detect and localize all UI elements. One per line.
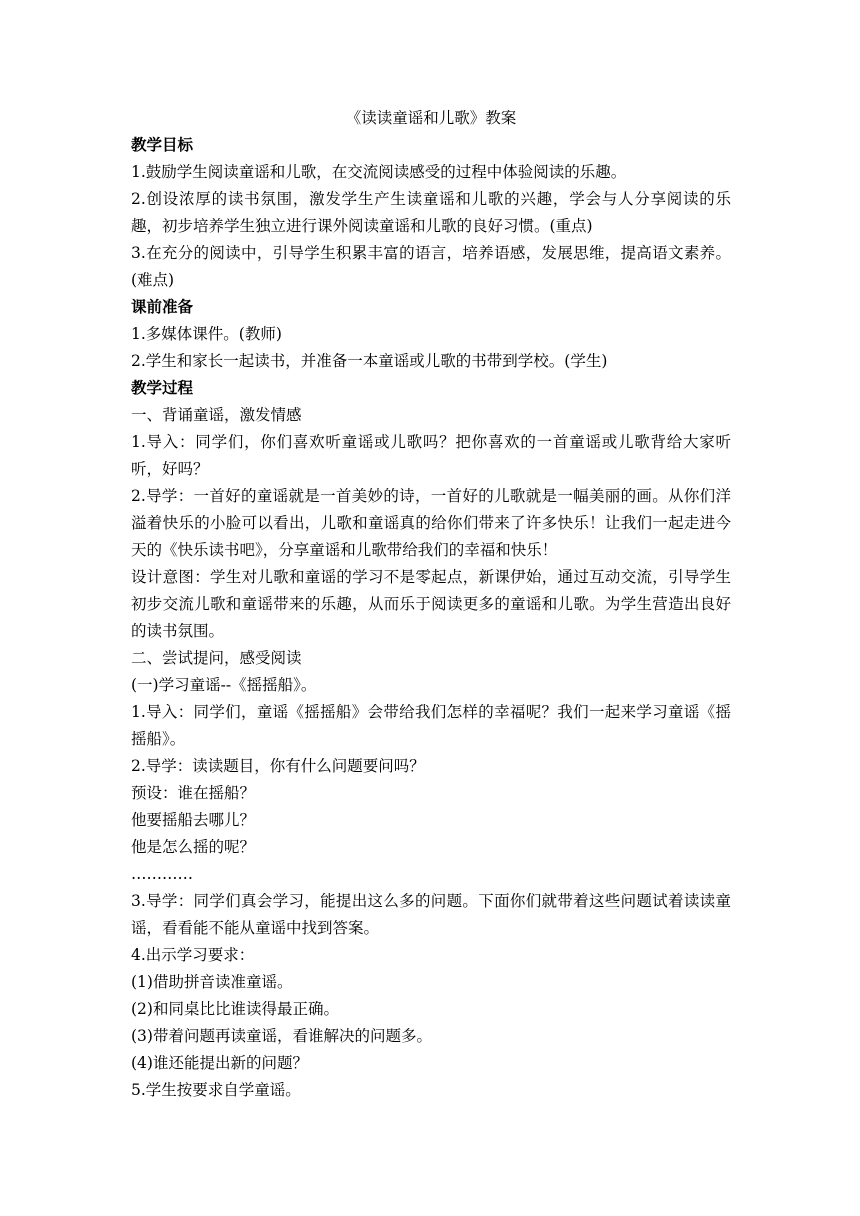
section-heading: 教学目标 [131,136,194,154]
paragraph: 1.导入：同学们，童谣《摇摇船》会带给我们怎样的幸福呢？我们一起来学习童谣《摇摇船》。 [131,703,731,748]
document-body [131,132,731,1104]
paragraph: (4)谁还能提出新的问题？ [131,1054,308,1072]
paragraph: 5.学生按要求自学童谣。 [131,1081,301,1099]
paragraph: 1.导入：同学们，你们喜欢听童谣或儿歌吗？把你喜欢的一首童谣或儿歌背给大家听听，好吗？ [131,433,731,478]
document-title: 《读读童谣和儿歌》教案 [345,109,517,127]
paragraph: (一)学习童谣--《摇摇船》。 [131,676,317,694]
paragraph: 4.出示学习要求： [131,946,255,964]
paragraph: 1.多媒体课件。(教师) [131,325,282,343]
paragraph: 2.导学：一首好的童谣就是一首美妙的诗，一首好的儿歌就是一幅美丽的画。从你们洋溢着快乐的小脸可以看出，儿歌和童谣真的给你们带来了许多快乐！让我们一起走进今天的《快乐读书吧》，分享童谣和儿歌带给我们的幸福和快乐！ [131,487,731,559]
paragraph: 2.导学：读读题目，你有什么问题要问吗？ [131,757,425,775]
paragraph: 1.鼓励学生阅读童谣和儿歌，在交流阅读感受的过程中体验阅读的乐趣。 [131,163,627,181]
paragraph: (3)带着问题再读童谣，看谁解决的问题多。 [131,1027,432,1045]
paragraph: 设计意图：学生对儿歌和童谣的学习不是零起点，新课伊始，通过互动交流，引导学生初步交流儿歌和童谣带来的乐趣，从而乐于阅读更多的童谣和儿歌。为学生营造出良好的读书氛围。 [131,568,731,640]
paragraph: 预设：谁在摇船？ [131,784,256,802]
paragraph: 他是怎么摇的呢？ [131,838,256,856]
paragraph: 一、背诵童谣，激发情感 [131,406,302,424]
paragraph: 2.创设浓厚的读书氛围，激发学生产生读童谣和儿歌的兴趣，学会与人分享阅读的乐趣，初步培养学生独立进行课外阅读童谣和儿歌的良好习惯。(重点) [131,190,731,235]
paragraph: 他要摇船去哪儿？ [131,811,256,829]
paragraph: 3.导学：同学们真会学习，能提出这么多的问题。下面你们就带着这些问题试着读读童谣，看看能不能从童谣中找到答案。 [131,892,731,937]
paragraph: (1)借助拼音读准童谣。 [131,973,293,991]
paragraph: 3.在充分的阅读中，引导学生积累丰富的语言，培养语感，发展思维，提高语文素养。(难点) [131,244,731,289]
paragraph: 二、尝试提问，感受阅读 [131,649,302,667]
section-heading: 课前准备 [131,298,194,316]
document-page [131,104,731,1104]
paragraph: ………… [131,865,193,883]
paragraph: 2.学生和家长一起读书，并准备一本童谣或儿歌的书带到学校。(学生) [131,352,608,370]
paragraph: (2)和同桌比比谁读得最正确。 [131,1000,339,1018]
section-heading: 教学过程 [131,379,194,397]
